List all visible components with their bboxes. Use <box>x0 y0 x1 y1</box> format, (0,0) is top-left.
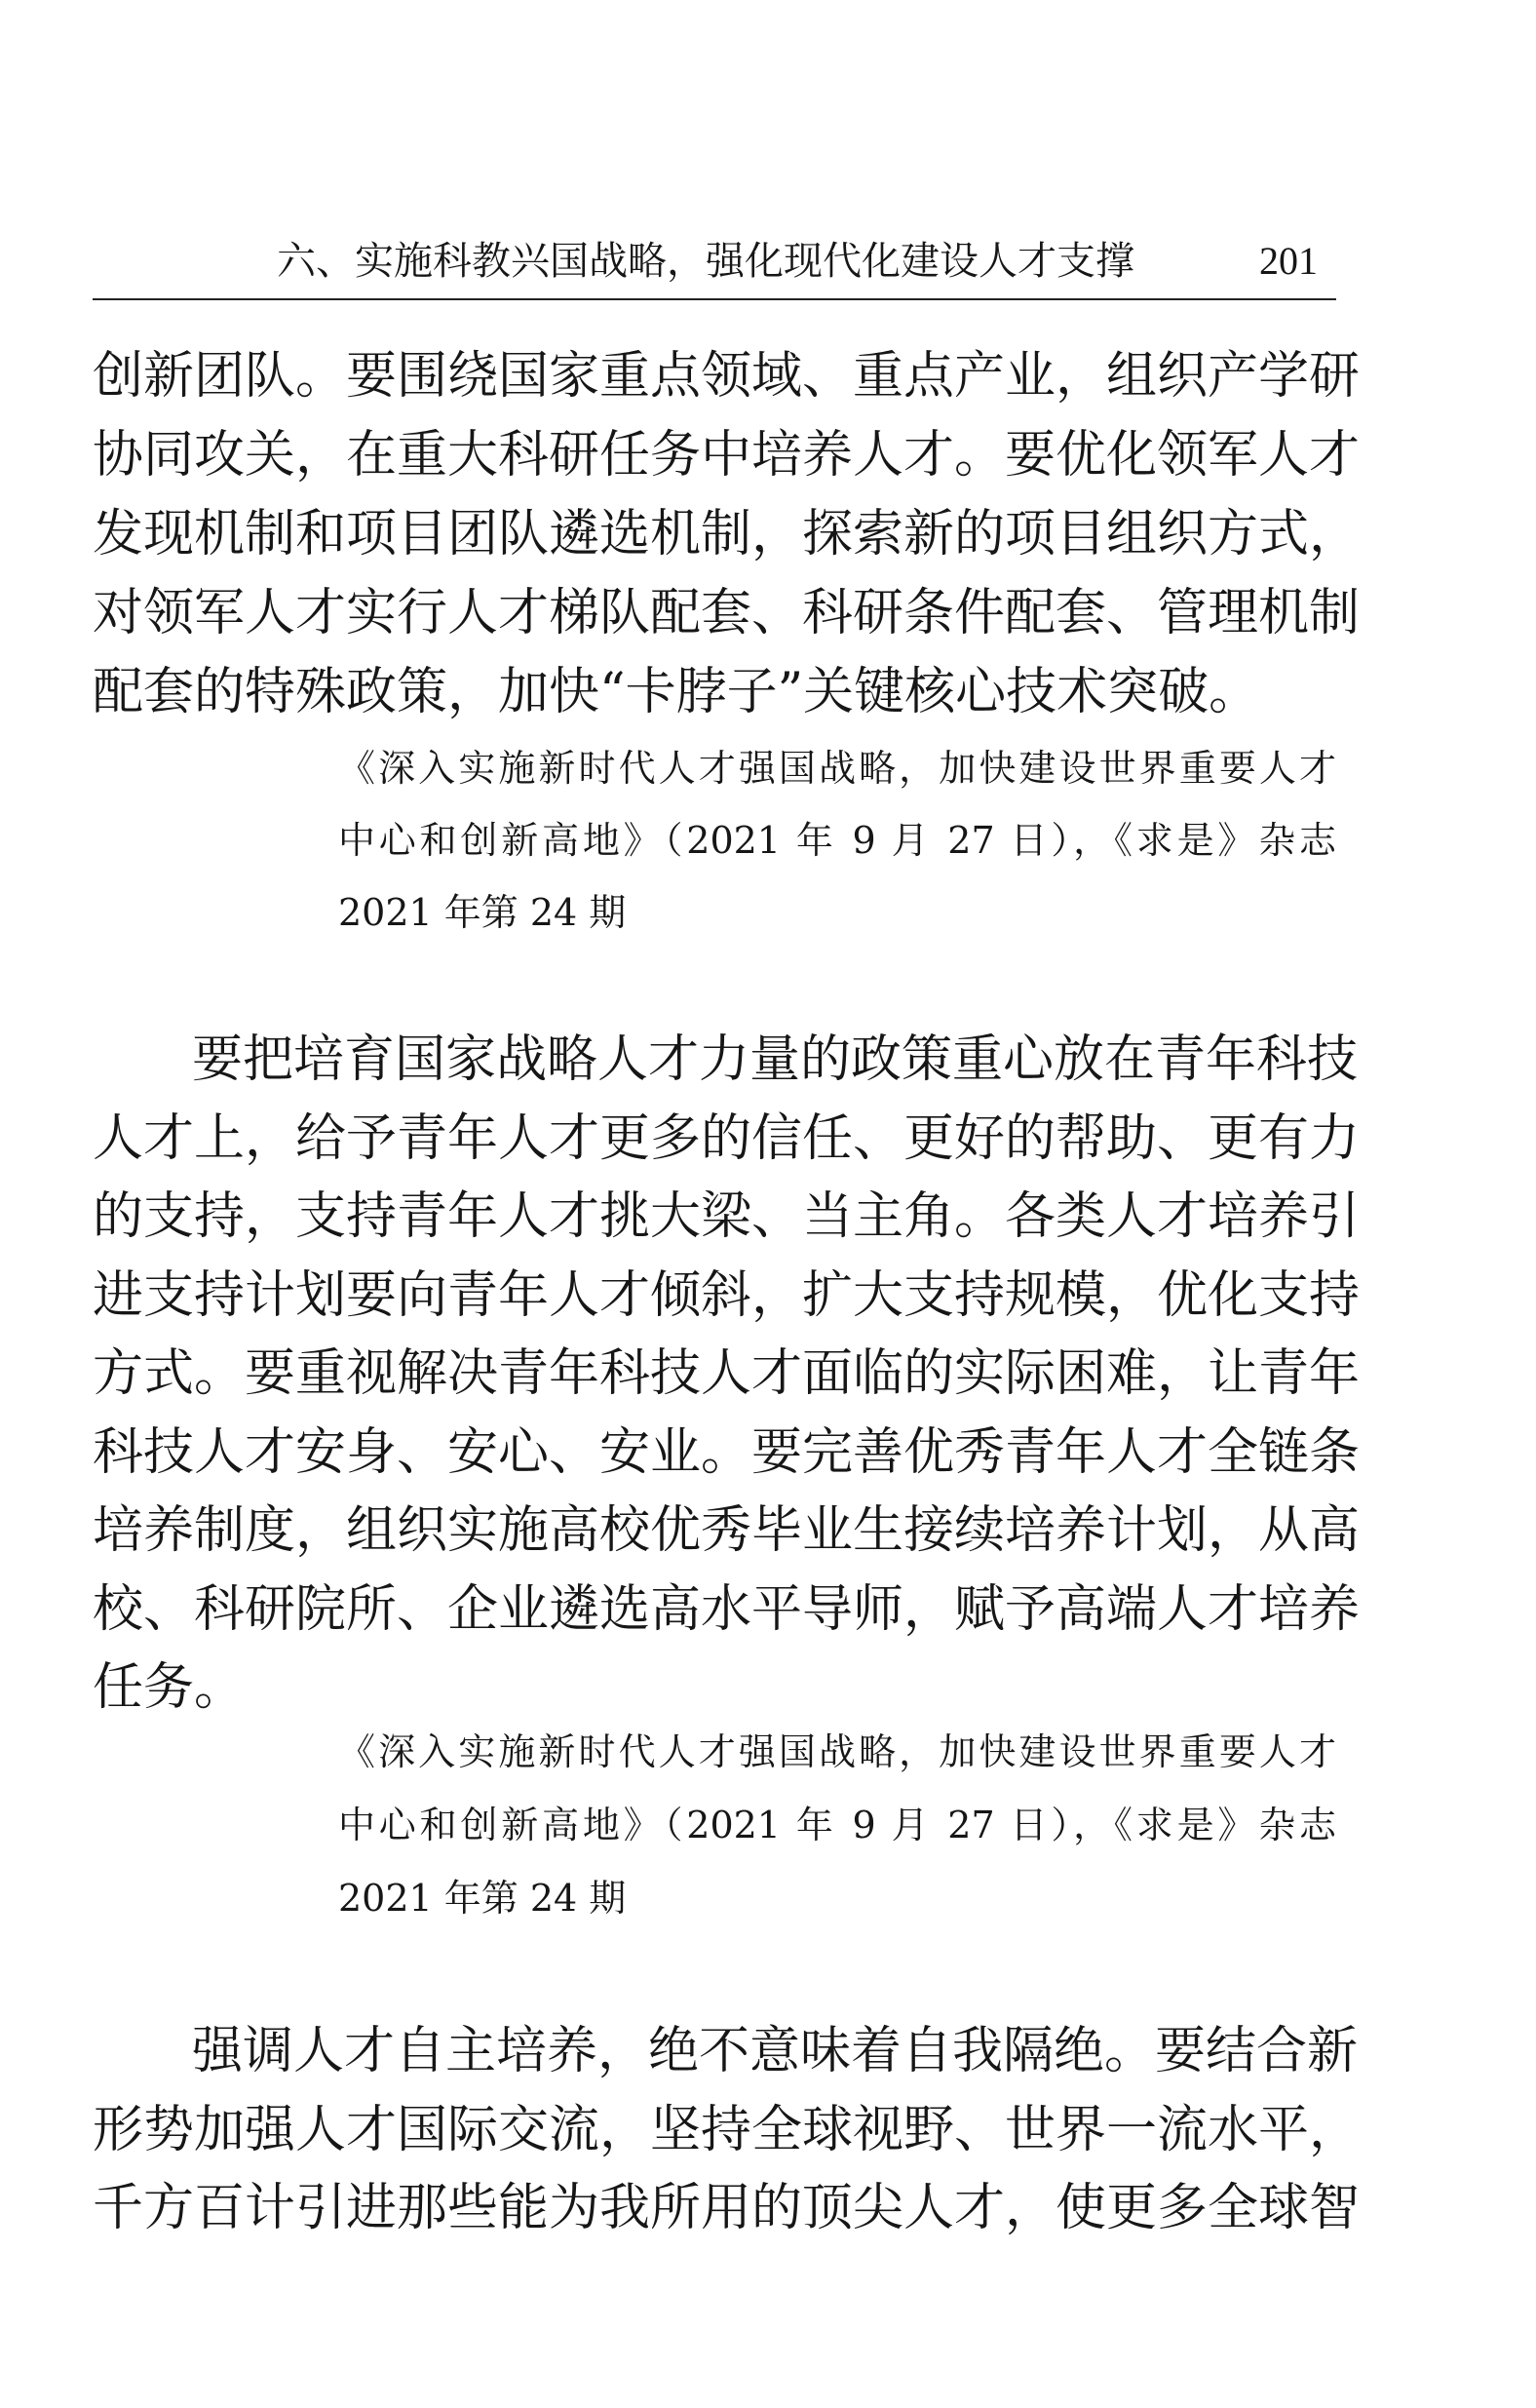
citation-line: 中心和创新高地》（2021 年 9 月 27 日），《求是》杂志 <box>338 819 1336 862</box>
body-line: 任务。 <box>93 1658 246 1717</box>
body-line: 协同攻关，在重大科研任务中培养人才。要优化领军人才 <box>93 426 1361 485</box>
citation-2 <box>338 1716 1336 1935</box>
citation-line: 中心和创新高地》（2021 年 9 月 27 日），《求是》杂志 <box>338 1804 1336 1846</box>
body-line: 配套的特殊政策，加快“卡脖子”关键核心技术突破。 <box>93 663 1260 721</box>
body-line: 的支持，支持青年人才挑大梁、当主角。各类人才培养引 <box>93 1187 1361 1246</box>
paragraph-3 <box>93 2012 1361 2248</box>
citation-line: 《深入实施新时代人才强国战略，加快建设世界重要人才 <box>338 1730 1336 1773</box>
paragraph-1 <box>93 337 1361 732</box>
body-line: 强调人才自主培养，绝不意味着自我隔绝。要结合新 <box>192 2022 1359 2080</box>
body-line: 要把培育国家战略人才力量的政策重心放在青年科技 <box>192 1030 1359 1089</box>
body-line: 对领军人才实行人才梯队配套、科研条件配套、管理机制 <box>93 584 1361 642</box>
header-rule <box>93 298 1336 300</box>
citation-1 <box>338 732 1336 949</box>
body-line: 培养制度，组织实施高校优秀毕业生接续培养计划，从高 <box>93 1501 1361 1560</box>
citation-line: 《深入实施新时代人才强国战略，加快建设世界重要人才 <box>338 747 1336 790</box>
page-number: 201 <box>1259 239 1318 283</box>
body-line: 科技人才安身、安心、安业。要完善优秀青年人才全链条 <box>93 1422 1361 1482</box>
body-line: 校、科研院所、企业遴选高水平导师，赋予高端人才培养 <box>93 1579 1361 1639</box>
citation-line: 2021 年第 24 期 <box>338 1877 627 1920</box>
body-line: 形势加强人才国际交流，坚持全球视野、世界一流水平， <box>93 2100 1361 2159</box>
running-title: 六、实施科教兴国战略，强化现代化建设人才支撑 <box>277 239 1134 284</box>
body-line: 方式。要重视解决青年科技人才面临的实际困难，让青年 <box>93 1344 1361 1403</box>
body-line: 千方百计引进那些能为我所用的顶尖人才，使更多全球智 <box>93 2179 1361 2237</box>
body-line: 发现机制和项目团队遴选机制，探索新的项目组织方式， <box>93 505 1361 563</box>
citation-line: 2021 年第 24 期 <box>338 891 627 934</box>
body-line: 人才上，给予青年人才更多的信任、更好的帮助、更有力 <box>93 1108 1361 1168</box>
body-line: 创新团队。要围绕国家重点领域、重点产业，组织产学研 <box>93 347 1361 406</box>
body-line: 进支持计划要向青年人才倾斜，扩大支持规模，优化支持 <box>93 1265 1361 1325</box>
paragraph-2 <box>93 1021 1361 1728</box>
